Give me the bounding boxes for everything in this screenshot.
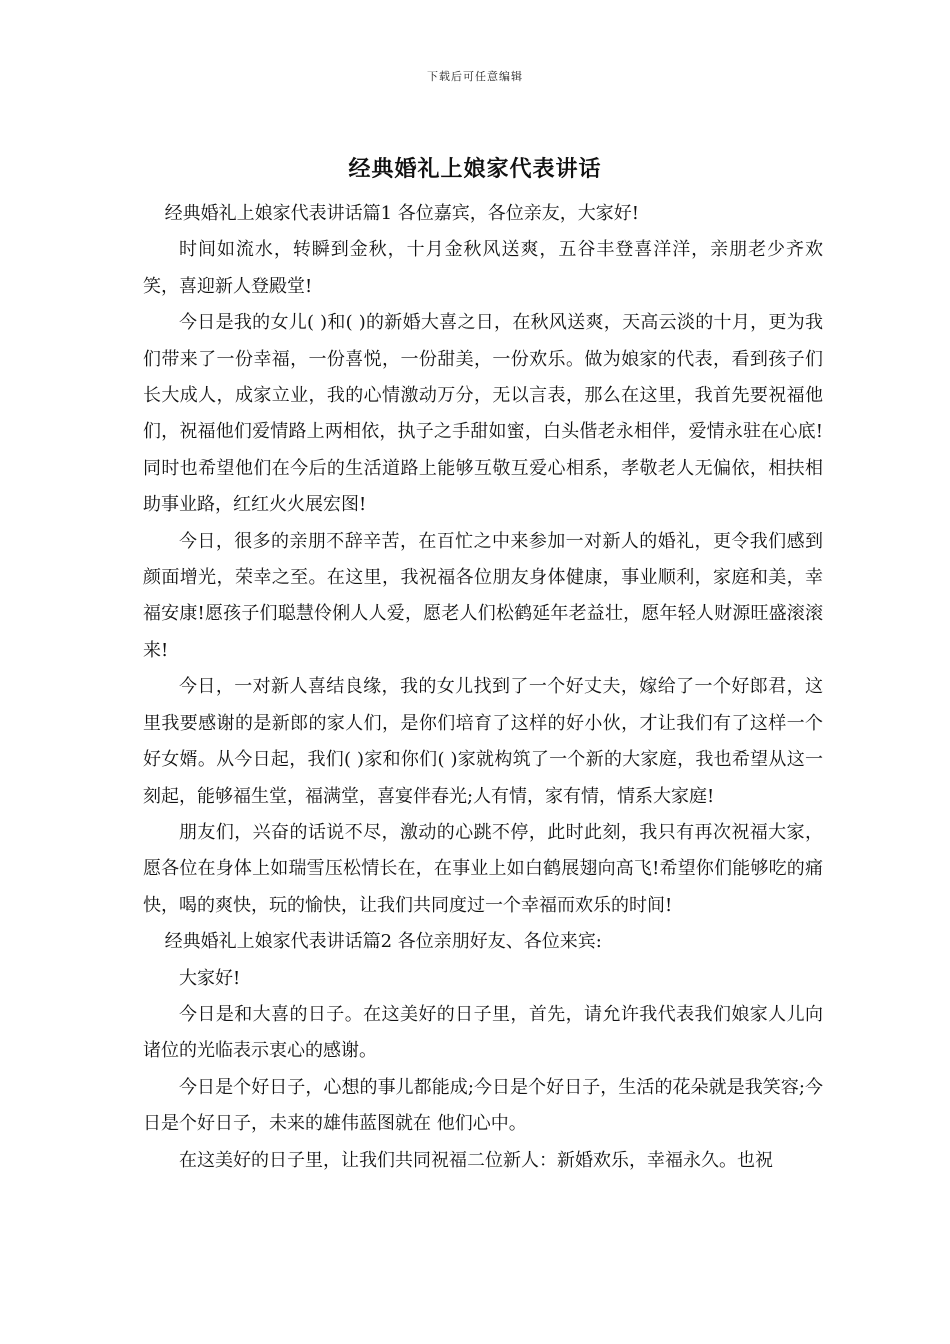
paragraph: 今日是和大喜的日子。在这美好的日子里，首先，请允许我代表我们娘家人儿向诸位的光临表示衷心的感谢。 <box>143 1003 823 1062</box>
header-note: 下载后可任意编辑 <box>427 70 523 83</box>
section-heading-2: 经典婚礼上娘家代表讲话篇2 各位亲朋好友、各位来宾: <box>164 931 602 953</box>
document-title: 经典婚礼上娘家代表讲话 <box>348 156 602 182</box>
paragraph: 今日是我的女儿( )和( )的新婚大喜之日，在秋风送爽，天高云淡的十月，更为我们带来了一份幸福，一份喜悦，一份甜美，一份欢乐。做为娘家的代表，看到孩子们长大成人，成家立业，我的心情激动万分，无以言表，那么在这里，我首先要祝福他们，祝福他们爱情路上两相依，执子之手甜如蜜，白头偕老永相伴，爱情永驻在心底!同时也希望他们在今后的生活道路上能够互敬互爱心相系，孝敬老人无偏依，相扶相助事业路，红红火火展宏图! <box>143 312 823 516</box>
paragraph: 朋友们，兴奋的话说不尽，激动的心跳不停，此时此刻，我只有再次祝福大家，愿各位在身体上如瑞雪压松情长在，在事业上如白鹤展翅向高飞!希望你们能够吃的痛快，喝的爽快，玩的愉快，让我们共同度过一个幸福而欢乐的时间! <box>143 821 823 916</box>
paragraph: 时间如流水，转瞬到金秋，十月金秋风送爽，五谷丰登喜洋洋，亲朋老少齐欢笑，喜迎新人登殿堂! <box>143 239 823 297</box>
paragraph: 今日是个好日子，心想的事儿都能成;今日是个好日子，生活的花朵就是我笑容;今日是个好日子，未来的雄伟蓝图就在 他们心中。 <box>143 1076 823 1135</box>
document-body <box>143 196 823 1179</box>
paragraph: 今日，很多的亲朋不辞辛苦，在百忙之中来参加一对新人的婚礼，更令我们感到颜面增光，荣幸之至。在这里，我祝福各位朋友身体健康，事业顺利，家庭和美，幸福安康!愿孩子们聪慧伶俐人人爱，愿老人们松鹤延年老益壮，愿年轻人财源旺盛滚滚来! <box>143 530 823 661</box>
section-heading-1: 经典婚礼上娘家代表讲话篇1 各位嘉宾，各位亲友，大家好! <box>164 203 639 224</box>
paragraph: 大家好! <box>179 967 241 989</box>
paragraph: 今日，一对新人喜结良缘，我的女儿找到了一个好丈夫，嫁给了一个好郎君，这里我要感谢的是新郎的家人们，是你们培育了这样的好小伙，才让我们有了这样一个好女婿。从今日起，我们( )家和你们( )家就构筑了一个新的大家庭，我也希望从这一刻起，能够福生堂，福满堂，喜宴伴春光;人有情，家有情，情系大家庭! <box>143 676 823 807</box>
paragraph: 在这美好的日子里，让我们共同祝福二位新人：新婚欢乐，幸福永久。也祝 <box>179 1149 773 1171</box>
